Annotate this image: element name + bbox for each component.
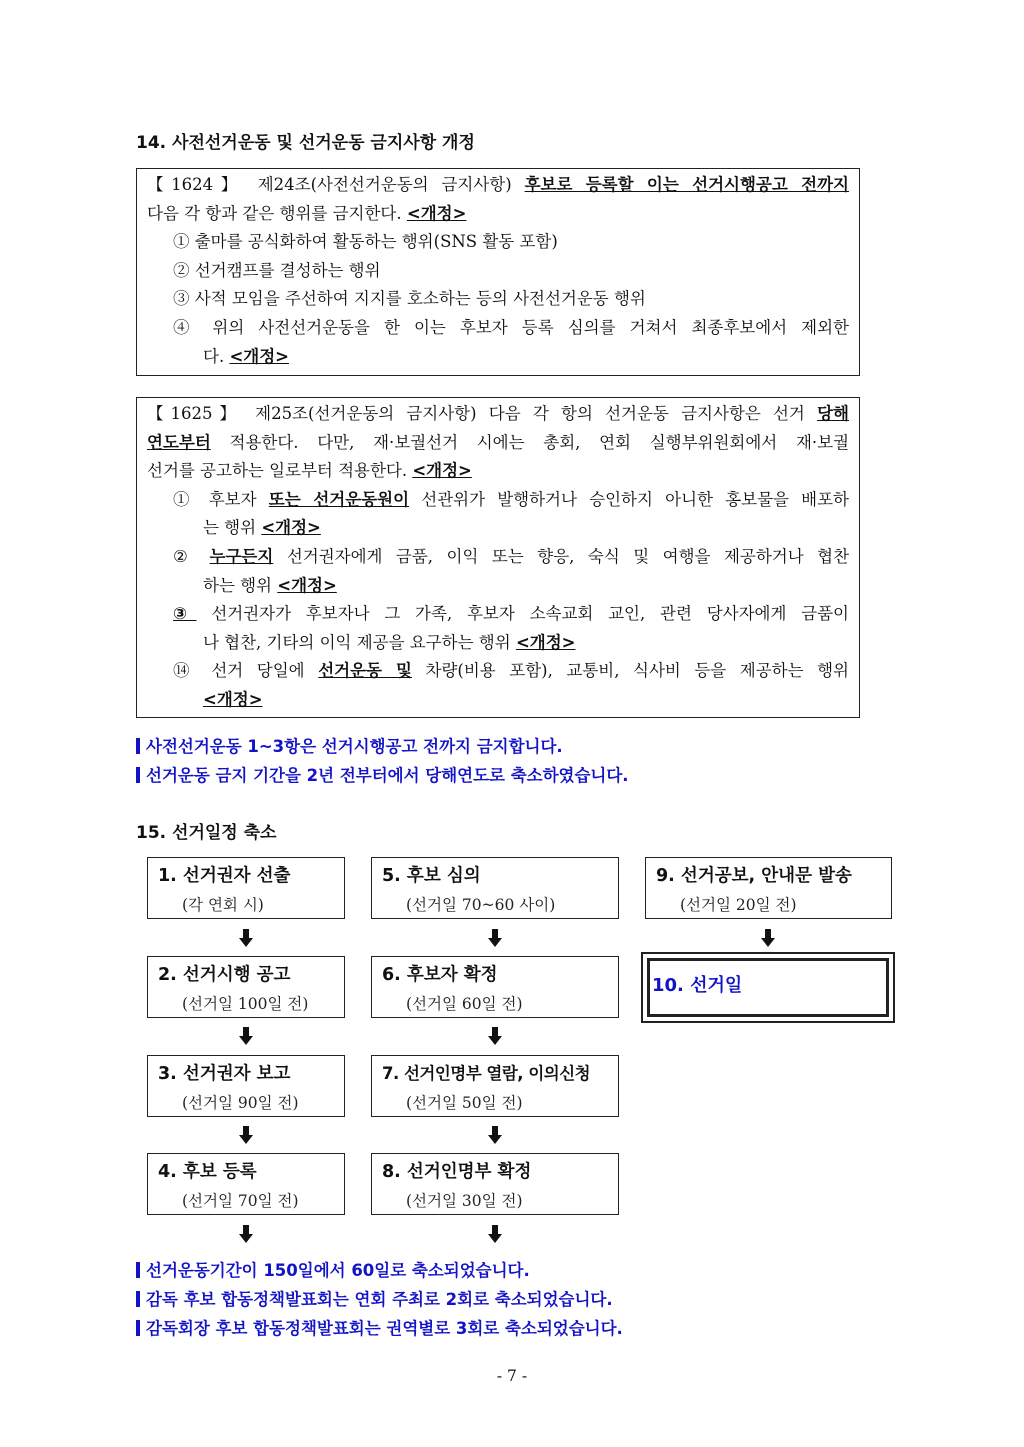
step-title: 10. 선거일 (652, 975, 743, 996)
box1-line-2 (147, 200, 849, 229)
step-subtitle: (각 연회 시) (182, 896, 264, 914)
article-1624-amended-phrase: 후보로 등록할 이는 선거시행공고 전까지 (524, 175, 849, 194)
article-1624-heading: 【1624】 제24조(사전선거운동의 금지사항) (147, 175, 512, 194)
step-9 (645, 857, 892, 919)
note-15-3 (136, 1315, 623, 1339)
note-text: 사전선거운동 1~3항은 선거시행공고 전까지 금지합니다. (146, 737, 563, 756)
step-3 (147, 1055, 345, 1117)
item-text: 선관위가 발행하거나 승인하지 아니한 홍보물을 배포하 (421, 489, 849, 509)
step-subtitle: (선거일 100일 전) (182, 995, 309, 1013)
bullet-bar-icon (136, 1262, 140, 1278)
step-title: 1. 선거권자 선출 (158, 866, 291, 886)
article-1625-item-2-cont (147, 572, 849, 601)
amended-phrase: 누구든지 (209, 546, 274, 566)
item-text: ⑭ 선거 당일에 (173, 661, 305, 681)
box2-line-3 (147, 457, 849, 486)
step-subtitle: (선거일 30일 전) (406, 1192, 523, 1210)
down-arrow-icon (239, 1027, 253, 1045)
amended-tag: <개정> (261, 518, 321, 538)
note-text: 선거운동 금지 기간을 2년 전부터에서 당해연도로 축소하였습니다. (146, 766, 629, 785)
amended-phrase: 당해 (817, 404, 849, 423)
article-1624-item-4-cont (147, 343, 849, 372)
item-text: 차량(비용 포함), 교통비, 식사비 등을 제공하는 행위 (425, 661, 849, 681)
item-4-tail: 다. (203, 346, 225, 366)
note-15-2 (136, 1286, 613, 1310)
down-arrow-icon (239, 1225, 253, 1243)
down-arrow-icon (761, 929, 775, 947)
amended-tag: <개정> (515, 632, 576, 652)
bullet-bar-icon (136, 767, 140, 783)
item-text: 는 행위 (203, 518, 257, 538)
box2-line-1 (147, 400, 849, 429)
amended-phrase: 또는 선거운동원이 (268, 489, 410, 509)
bullet-bar-icon (136, 1320, 140, 1336)
article-1625-text: 선거를 공고하는 일로부터 적용한다. (147, 461, 408, 481)
article-1624-item-4: ④ 위의 사전선거운동을 한 이는 후보자 등록 심의를 거쳐서 최종후보에서 제외한 (173, 317, 849, 337)
down-arrow-icon (239, 1126, 253, 1144)
amended-tag: <개정> (277, 575, 337, 595)
step-title: 4. 후보 등록 (158, 1162, 257, 1182)
item-number: ② (173, 546, 197, 566)
note-14-1 (136, 733, 563, 757)
article-1625-item-1-cont (147, 514, 849, 543)
article-1625-item-2 (147, 543, 849, 572)
item-text: 선거권자에게 금품, 이익 또는 향응, 숙식 및 여행을 제공하거나 협찬 (286, 546, 850, 566)
step-10-election-day (641, 952, 895, 1023)
step-title: 6. 후보자 확정 (382, 965, 498, 985)
amended-tag: <개정> (229, 346, 289, 366)
step-6 (371, 956, 619, 1018)
step-subtitle: (선거일 60일 전) (406, 995, 523, 1013)
step-1 (147, 857, 345, 919)
article-1624-text: 다음 각 항과 같은 행위를 금지한다. (147, 203, 402, 223)
item-text: 선거권자가 후보자나 그 가족, 후보자 소속교회 교인, 관련 당사자에게 금품이 (211, 604, 849, 624)
note-15-1 (136, 1257, 530, 1281)
box2-line-2 (147, 429, 849, 458)
step-title: 3. 선거권자 보고 (158, 1064, 291, 1084)
item-number: ③ (173, 604, 197, 624)
article-1625-item-3 (147, 600, 849, 629)
step-subtitle: (선거일 20일 전) (680, 896, 797, 914)
step-7 (371, 1055, 619, 1117)
note-text: 선거운동기간이 150일에서 60일로 축소되었습니다. (146, 1261, 530, 1280)
step-title: 5. 후보 심의 (382, 866, 481, 886)
note-text: 감독회장 후보 합동정책발표회는 권역별로 3회로 축소되었습니다. (146, 1319, 623, 1338)
step-5 (371, 857, 619, 919)
article-1624-item-1: ① 출마를 공식화하여 활동하는 행위(SNS 활동 포함) (173, 232, 558, 252)
step-subtitle: (선거일 50일 전) (406, 1094, 523, 1112)
item-text: 하는 행위 (203, 575, 273, 595)
article-1625-text: 적용한다. 다만, 재·보궐선거 시에는 총회, 연회 실행부위원회에서 재·보궐 (229, 432, 850, 452)
step-subtitle: (선거일 90일 전) (182, 1094, 299, 1112)
article-1624-item-3: ③ 사적 모임을 주선하여 지지를 호소하는 등의 사전선거운동 행위 (173, 289, 646, 309)
article-1624-item-2: ② 선거캠프를 결성하는 행위 (173, 260, 381, 280)
step-title: 9. 선거공보, 안내문 발송 (656, 866, 852, 886)
step-8 (371, 1153, 619, 1215)
down-arrow-icon (488, 1027, 502, 1045)
amended-tag: <개정> (406, 203, 467, 223)
article-1625-box (136, 397, 860, 718)
amended-tag: <개정> (203, 689, 263, 709)
down-arrow-icon (488, 929, 502, 947)
note-text: 감독 후보 합동정책발표회는 연회 주최로 2회로 축소되었습니다. (146, 1290, 613, 1309)
section-14-title: 14. 사전선거운동 및 선거운동 금지사항 개정 (136, 133, 475, 153)
bullet-bar-icon (136, 1291, 140, 1307)
article-1625-item-1 (147, 486, 849, 515)
article-1625-item-14-cont (147, 686, 849, 715)
amended-tag: <개정> (412, 461, 472, 481)
down-arrow-icon (488, 1126, 502, 1144)
down-arrow-icon (488, 1225, 502, 1243)
item-text: 나 협찬, 기타의 이익 제공을 요구하는 행위 (203, 632, 511, 652)
step-4 (147, 1153, 345, 1215)
article-1625-item-14 (147, 657, 849, 686)
step-title: 8. 선거인명부 확정 (382, 1162, 532, 1182)
step-title: 7. 선거인명부 열람, 이의신청 (382, 1064, 591, 1083)
article-1625-item-3-cont (147, 629, 849, 658)
down-arrow-icon (239, 929, 253, 947)
section-15-title: 15. 선거일정 축소 (136, 823, 277, 843)
item-text: ① 후보자 (173, 489, 257, 509)
bullet-bar-icon (136, 738, 140, 754)
article-1625-heading: 【1625】 제25조(선거운동의 금지사항) 다음 각 항의 선거운동 금지사항은 선거 (147, 404, 805, 423)
step-subtitle: (선거일 70일 전) (182, 1192, 299, 1210)
note-14-2 (136, 762, 629, 786)
page-number: - 7 - (496, 1367, 528, 1385)
step-2 (147, 956, 345, 1018)
article-1624-box (136, 168, 860, 376)
step-subtitle: (선거일 70~60 사이) (406, 896, 556, 914)
box1-line-1 (147, 171, 849, 200)
step-title: 2. 선거시행 공고 (158, 965, 291, 985)
amended-phrase: 연도부터 (147, 432, 211, 452)
amended-phrase: 선거운동 및 (318, 661, 412, 681)
